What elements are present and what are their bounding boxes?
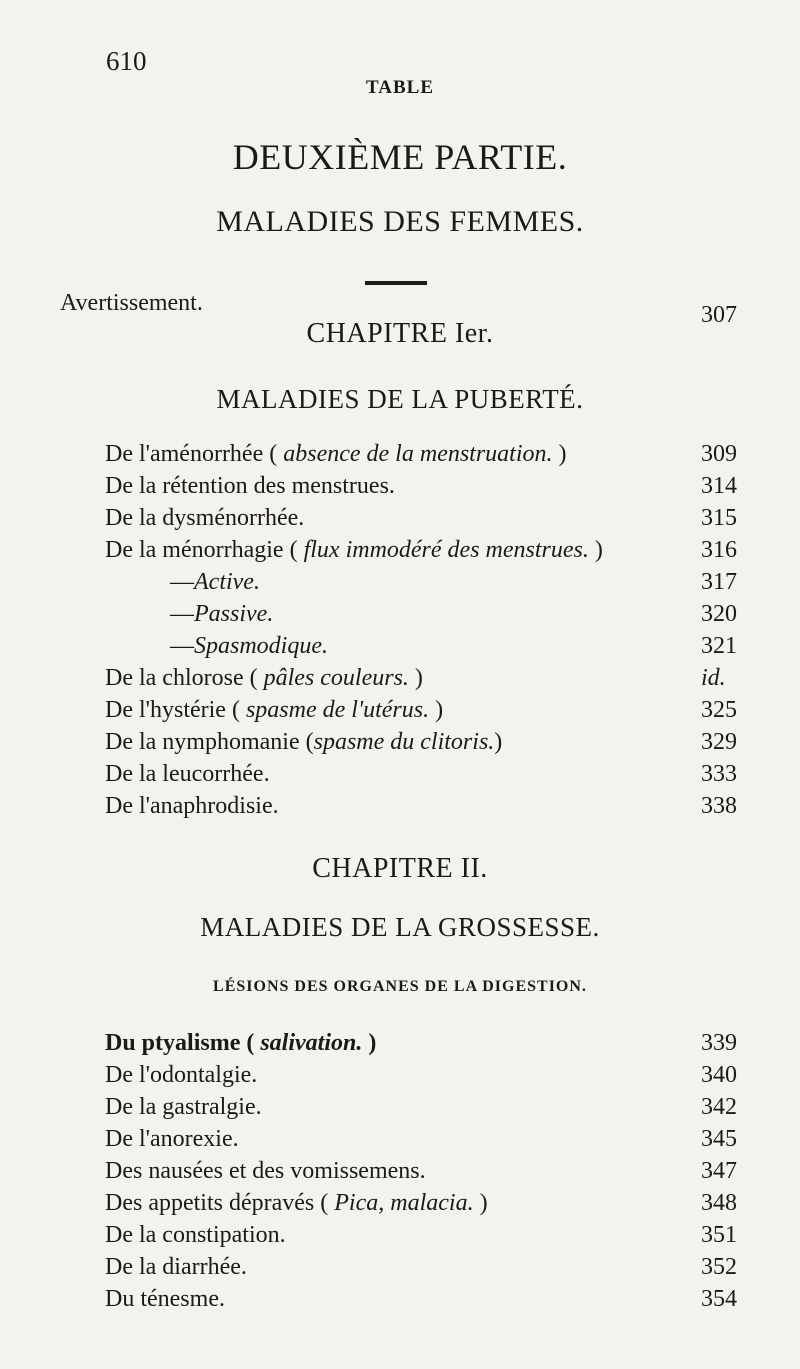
toc-entry: De la nymphomanie (spasme du clitoris.) 329 bbox=[105, 729, 737, 755]
toc-entry: De la dysménorrhée. 315 bbox=[105, 505, 737, 531]
toc-page-number: 333 bbox=[701, 761, 737, 787]
toc-page-number: 345 bbox=[701, 1126, 737, 1152]
avertissement-page: 307 bbox=[701, 302, 737, 328]
toc-entry: De la rétention des menstrues. 314 bbox=[105, 473, 737, 499]
chapter-2-subheading: LÉSIONS DES ORGANES DE LA DIGESTION. bbox=[213, 978, 587, 995]
toc-page-number: 348 bbox=[701, 1190, 737, 1216]
toc-entry: De la leucorrhée. 333 bbox=[105, 761, 737, 787]
chapter-2-heading: MALADIES DE LA GROSSESSE. bbox=[200, 912, 600, 942]
avertissement-label: Avertissement. bbox=[60, 290, 203, 316]
toc-page-number: 354 bbox=[701, 1286, 737, 1312]
toc-entry: Des nausées et des vomissemens. 347 bbox=[105, 1158, 737, 1184]
toc-page-number: 338 bbox=[701, 793, 737, 819]
toc-page-number: 320 bbox=[701, 601, 737, 627]
part-title: DEUXIÈME PARTIE. bbox=[232, 137, 568, 177]
page-number: 610 bbox=[106, 46, 147, 76]
toc-page-number: 329 bbox=[701, 729, 737, 755]
toc-entry: —Passive. 320 bbox=[170, 601, 737, 627]
toc-entry: De la diarrhée. 352 bbox=[105, 1254, 737, 1280]
toc-page-number: 321 bbox=[701, 633, 737, 659]
toc-entry: —Active. 317 bbox=[170, 569, 737, 595]
toc-entry: Du ténesme. 354 bbox=[105, 1286, 737, 1312]
toc-entry: Du ptyalisme ( salivation. ) 339 bbox=[105, 1030, 737, 1056]
toc-entry: De la chlorose ( pâles couleurs. ) id. bbox=[105, 665, 726, 691]
toc-page-number: 317 bbox=[701, 569, 737, 595]
toc-entry: De l'aménorrhée ( absence de la menstruation. ) 309 bbox=[105, 441, 737, 467]
chapter-1-title: CHAPITRE Ier. bbox=[306, 318, 494, 349]
toc-entry: De l'odontalgie. 340 bbox=[105, 1062, 737, 1088]
divider-rule bbox=[365, 281, 427, 285]
toc-page-number: 351 bbox=[701, 1222, 737, 1248]
toc-page-number: 339 bbox=[701, 1030, 737, 1056]
toc-page-number: 325 bbox=[701, 697, 737, 723]
toc-page-number: 347 bbox=[701, 1158, 737, 1184]
toc-entry: Des appetits dépravés ( Pica, malacia. ) 348 bbox=[105, 1190, 737, 1216]
chapter-1-heading: MALADIES DE LA PUBERTÉ. bbox=[216, 384, 584, 414]
toc-page-number: 309 bbox=[701, 441, 737, 467]
toc-entry: —Spasmodique. 321 bbox=[170, 633, 737, 659]
toc-page-number: 342 bbox=[701, 1094, 737, 1120]
toc-entry: De l'anorexie. 345 bbox=[105, 1126, 737, 1152]
section-title: MALADIES DES FEMMES. bbox=[216, 205, 584, 238]
toc-page-number: 316 bbox=[701, 537, 737, 563]
toc-entry: De la gastralgie. 342 bbox=[105, 1094, 737, 1120]
toc-page-number: 315 bbox=[701, 505, 737, 531]
chapter-2-title: CHAPITRE II. bbox=[312, 853, 488, 884]
toc-page-number: id. bbox=[701, 665, 726, 691]
toc-entry: De la ménorrhagie ( flux immodéré des menstrues. ) 316 bbox=[105, 537, 737, 563]
toc-entry: De l'anaphrodisie. 338 bbox=[105, 793, 737, 819]
toc-page-number: 352 bbox=[701, 1254, 737, 1280]
toc-entry: De l'hystérie ( spasme de l'utérus. ) 325 bbox=[105, 697, 737, 723]
toc-entry: De la constipation. 351 bbox=[105, 1222, 737, 1248]
running-head: TABLE bbox=[365, 77, 434, 98]
toc-page-number: 314 bbox=[701, 473, 737, 499]
toc-page-number: 340 bbox=[701, 1062, 737, 1088]
